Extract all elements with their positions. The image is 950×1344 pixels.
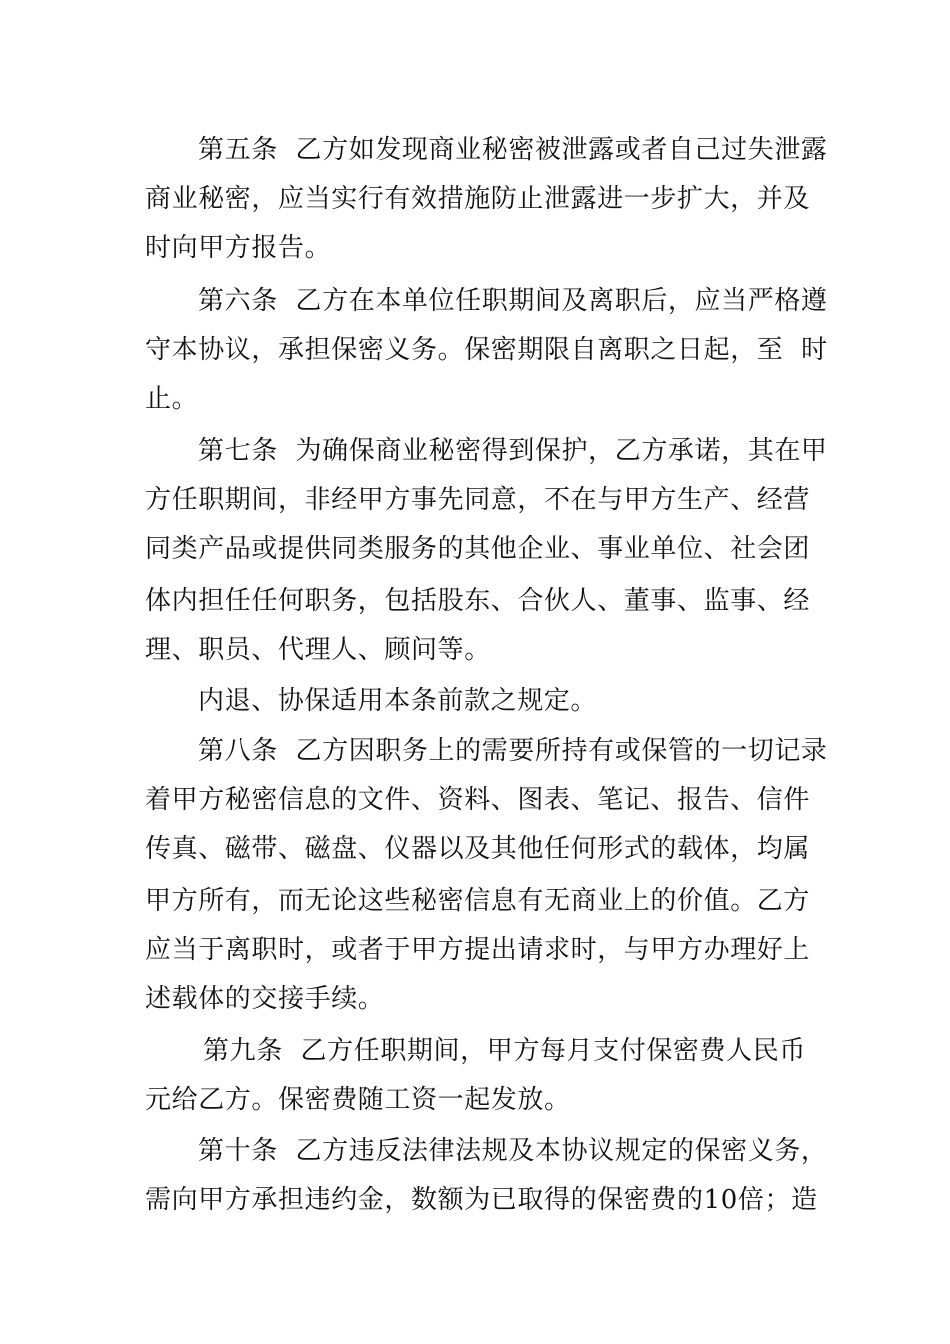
article-6-line-3: 止。 bbox=[145, 384, 199, 414]
article-6-line-2: 守本协议，承担保密义务。保密期限自离职之日起，至 时 bbox=[145, 335, 828, 365]
article-8-line-3: 传真、磁带、磁盘、仪器以及其他任何形式的载体，均属 bbox=[145, 834, 811, 864]
article-8-line-6: 述载体的交接手续。 bbox=[145, 984, 385, 1014]
article-7-line-5: 理、职员、代理人、顾问等。 bbox=[145, 635, 491, 665]
article-7-line-1: 第七条 为确保商业秘密得到保护，乙方承诺，其在甲 bbox=[198, 436, 828, 466]
article-9-line-2: 元给乙方。保密费随工资一起发放。 bbox=[145, 1085, 571, 1115]
article-7-line-4: 体内担任任何职务，包括股东、合伙人、董事、监事、经 bbox=[145, 586, 811, 616]
article-9-line-1: 第九条 乙方任职期间，甲方每月支付保密费人民币 bbox=[203, 1036, 806, 1066]
article-8-line-1: 第八条 乙方因职务上的需要所持有或保管的一切记录 bbox=[198, 736, 828, 766]
article-5-line-2: 商业秘密，应当实行有效措施防止泄露进一步扩大，并及 bbox=[145, 184, 811, 214]
article-8-line-2: 着甲方秘密信息的文件、资料、图表、笔记、报告、信件 bbox=[145, 785, 811, 815]
article-8-line-5: 应当于离职时，或者于甲方提出请求时，与甲方办理好上 bbox=[145, 935, 811, 965]
article-7-line-3: 同类产品或提供同类服务的其他企业、事业单位、社会团 bbox=[145, 534, 811, 564]
article-5-line-3: 时向甲方报告。 bbox=[145, 233, 332, 263]
article-6-line-1: 第六条 乙方在本单位任职期间及离职后，应当严格遵 bbox=[198, 286, 828, 316]
article-7-note: 内退、协保适用本条前款之规定。 bbox=[198, 686, 598, 716]
article-10-line-2: 需向甲方承担违约金，数额为已取得的保密费的10倍；造 bbox=[145, 1185, 818, 1215]
article-8-line-4: 甲方所有，而无论这些秘密信息有无商业上的价值。乙方 bbox=[145, 886, 811, 916]
article-10-line-1: 第十条 乙方违反法律法规及本协议规定的保密义务， bbox=[198, 1136, 828, 1166]
article-5-line-1: 第五条 乙方如发现商业秘密被泄露或者自己过失泄露 bbox=[198, 135, 828, 165]
article-7-line-2: 方任职期间，非经甲方事先同意，不在与甲方生产、经营 bbox=[145, 485, 811, 515]
